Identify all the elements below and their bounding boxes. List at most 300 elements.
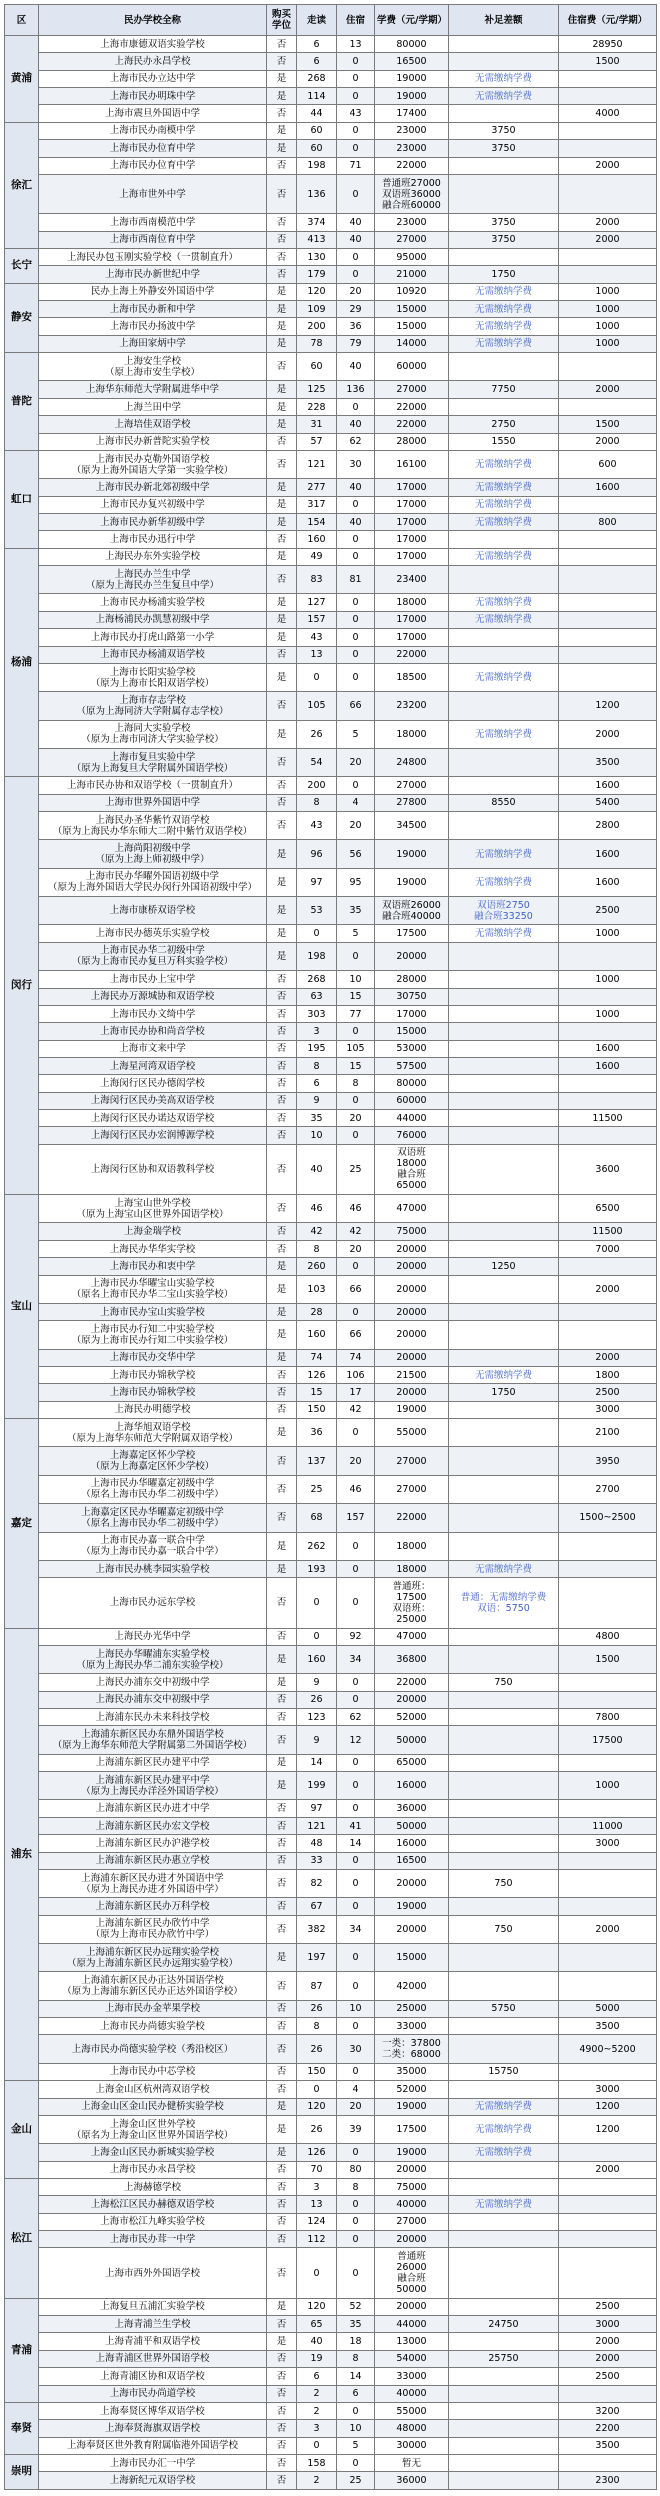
- day-count-cell: 54: [297, 748, 337, 776]
- tuition-cell: 48000: [375, 2420, 449, 2437]
- fee-difference-cell: [449, 2454, 559, 2471]
- fee-difference-cell: [449, 646, 559, 663]
- lodging-fee-cell: [559, 1321, 657, 1349]
- table-row: [5, 692, 657, 720]
- day-count-cell: 63: [297, 988, 337, 1005]
- day-count-cell: 160: [297, 1645, 337, 1673]
- board-count-cell: 0: [337, 1800, 375, 1817]
- fee-difference-cell: [449, 2437, 559, 2454]
- day-count-cell: 2: [297, 2472, 337, 2489]
- district-cell: 杨浦: [5, 548, 39, 777]
- day-count-cell: 9: [297, 1726, 337, 1754]
- lodging-fee-cell: 7000: [559, 1240, 657, 1257]
- day-count-cell: 36: [297, 1419, 337, 1447]
- fee-difference-cell: [449, 1504, 559, 1532]
- fee-difference-cell: [449, 942, 559, 970]
- fee-difference-cell: 无需缴纳学费: [449, 1367, 559, 1384]
- board-count-cell: 43: [337, 105, 375, 122]
- fee-difference-cell: [449, 2472, 559, 2489]
- table-row: [5, 1943, 657, 1971]
- lodging-fee-cell: 11500: [559, 1110, 657, 1127]
- tuition-cell: 20000: [375, 1869, 449, 1897]
- lodging-fee-cell: 1000: [559, 301, 657, 318]
- school-name-cell: 上海闵行区协和双语教科学校: [39, 1144, 267, 1194]
- school-fee-table: [4, 4, 657, 2490]
- school-name-cell: 上海奉贤海旗双语学校: [39, 2420, 267, 2437]
- fee-difference-cell: [449, 1275, 559, 1303]
- fee-difference-cell: 无需缴纳学费: [449, 318, 559, 335]
- fee-difference-cell: [449, 1726, 559, 1754]
- table-row: [5, 1321, 657, 1349]
- buy-seat-cell: 是: [267, 868, 297, 896]
- table-row: [5, 248, 657, 265]
- table-row: [5, 2333, 657, 2350]
- table-row: [5, 971, 657, 988]
- buy-seat-cell: 否: [267, 1447, 297, 1475]
- board-count-cell: 14: [337, 1835, 375, 1852]
- school-name-cell: 上海奉贤区博华双语学校: [39, 2402, 267, 2419]
- tuition-cell: 17000: [375, 479, 449, 496]
- table-row: [5, 1349, 657, 1366]
- table-row: [5, 2248, 657, 2298]
- tuition-cell: 17500: [375, 925, 449, 942]
- buy-seat-cell: 是: [267, 663, 297, 691]
- lodging-fee-cell: 3950: [559, 1447, 657, 1475]
- table-row: [5, 2316, 657, 2333]
- buy-seat-cell: 否: [267, 1240, 297, 1257]
- lodging-fee-cell: 1000: [559, 335, 657, 352]
- table-row: [5, 416, 657, 433]
- school-name-cell: 上海青浦区世界外国语学校: [39, 2350, 267, 2367]
- lodging-fee-cell: 5400: [559, 794, 657, 811]
- table-row: [5, 2213, 657, 2230]
- school-name-cell: 上海市民办迅行中学: [39, 531, 267, 548]
- board-count-cell: 0: [337, 2196, 375, 2213]
- school-name-cell: 上海市民办远东学校: [39, 1578, 267, 1628]
- fee-difference-cell: [449, 748, 559, 776]
- table-row: [5, 1800, 657, 1817]
- fee-difference-cell: [449, 53, 559, 70]
- board-count-cell: 34: [337, 1915, 375, 1943]
- header-fee-difference: 补足差额: [449, 5, 559, 36]
- day-count-cell: 8: [297, 1240, 337, 1257]
- day-count-cell: 33: [297, 1852, 337, 1869]
- tuition-cell: 15000: [375, 1023, 449, 1040]
- buy-seat-cell: 是: [267, 335, 297, 352]
- lodging-fee-cell: [559, 1691, 657, 1708]
- table-row: [5, 1578, 657, 1628]
- board-count-cell: 106: [337, 1367, 375, 1384]
- buy-seat-cell: 否: [267, 248, 297, 265]
- lodging-fee-cell: [559, 1258, 657, 1275]
- fee-difference-cell: 24750: [449, 2316, 559, 2333]
- tuition-cell: 普通班 26000 融合班 50000: [375, 2248, 449, 2298]
- fee-difference-cell: 750: [449, 1915, 559, 1943]
- lodging-fee-cell: [559, 2178, 657, 2195]
- table-row: [5, 1419, 657, 1447]
- table-row: [5, 214, 657, 231]
- tuition-cell: 22000: [375, 398, 449, 415]
- fee-difference-cell: 无需缴纳学费: [449, 479, 559, 496]
- table-row: [5, 1674, 657, 1691]
- buy-seat-cell: 是: [267, 629, 297, 646]
- board-count-cell: 0: [337, 1023, 375, 1040]
- school-name-cell: 上海闵行区民办美高双语学校: [39, 1092, 267, 1109]
- school-name-cell: 上海闵行区民办诺达双语学校: [39, 1110, 267, 1127]
- board-count-cell: 0: [337, 2063, 375, 2080]
- lodging-fee-cell: [559, 140, 657, 157]
- fee-difference-cell: [449, 2248, 559, 2298]
- school-name-cell: 上海市民办复兴初级中学: [39, 496, 267, 513]
- tuition-cell: 23000: [375, 140, 449, 157]
- table-row: [5, 88, 657, 105]
- day-count-cell: 26: [297, 2000, 337, 2017]
- table-row: [5, 2350, 657, 2367]
- day-count-cell: 123: [297, 1709, 337, 1726]
- tuition-cell: 30750: [375, 988, 449, 1005]
- school-name-cell: 上海星河湾双语学校: [39, 1057, 267, 1074]
- buy-seat-cell: 否: [267, 1628, 297, 1645]
- school-name-cell: 上海市民办上宝中学: [39, 971, 267, 988]
- buy-seat-cell: 否: [267, 1005, 297, 1022]
- table-row: [5, 36, 657, 53]
- day-count-cell: 87: [297, 1972, 337, 2000]
- district-cell: 青浦: [5, 2298, 39, 2402]
- day-count-cell: 193: [297, 1560, 337, 1577]
- school-name-cell: 上海民办明德学校: [39, 1401, 267, 1418]
- header-school-name: 民办学校全称: [39, 5, 267, 36]
- tuition-cell: 15000: [375, 1943, 449, 1971]
- fee-difference-cell: 25750: [449, 2350, 559, 2367]
- board-count-cell: 0: [337, 88, 375, 105]
- board-count-cell: 42: [337, 1401, 375, 1418]
- fee-difference-cell: 8550: [449, 794, 559, 811]
- table-row: [5, 2420, 657, 2437]
- buy-seat-cell: 否: [267, 2420, 297, 2437]
- board-count-cell: 13: [337, 36, 375, 53]
- buy-seat-cell: 是: [267, 548, 297, 565]
- district-cell: 奉贤: [5, 2402, 39, 2454]
- lodging-fee-cell: 2000: [559, 1349, 657, 1366]
- lodging-fee-cell: [559, 398, 657, 415]
- fee-difference-cell: 无需缴纳学费: [449, 2196, 559, 2213]
- school-name-cell: 上海市民办文绮中学: [39, 1005, 267, 1022]
- tuition-cell: 17000: [375, 629, 449, 646]
- board-count-cell: 40: [337, 416, 375, 433]
- board-count-cell: 0: [337, 70, 375, 87]
- fee-difference-cell: 无需缴纳学费: [449, 548, 559, 565]
- day-count-cell: 9: [297, 1092, 337, 1109]
- tuition-cell: 18000: [375, 720, 449, 748]
- lodging-fee-cell: 1000: [559, 925, 657, 942]
- buy-seat-cell: 否: [267, 157, 297, 174]
- buy-seat-cell: 否: [267, 450, 297, 478]
- school-name-cell: 上海安生学校 （原上海市安生学校）: [39, 353, 267, 381]
- board-count-cell: 36: [337, 318, 375, 335]
- buy-seat-cell: 否: [267, 2035, 297, 2063]
- table-row: [5, 1645, 657, 1673]
- tuition-cell: 27000: [375, 231, 449, 248]
- table-row: [5, 1852, 657, 1869]
- board-count-cell: 0: [337, 496, 375, 513]
- table-row: [5, 1475, 657, 1503]
- school-name-cell: 上海闵行区民办德闳学校: [39, 1075, 267, 1092]
- board-count-cell: 0: [337, 2402, 375, 2419]
- day-count-cell: 200: [297, 777, 337, 794]
- day-count-cell: 197: [297, 1943, 337, 1971]
- lodging-fee-cell: 4900~5200: [559, 2035, 657, 2063]
- lodging-fee-cell: 11500: [559, 1223, 657, 1240]
- header-lodging-fee: 住宿费（元/学期）: [559, 5, 657, 36]
- lodging-fee-cell: 1600: [559, 1057, 657, 1074]
- day-count-cell: 8: [297, 2018, 337, 2035]
- tuition-cell: 47000: [375, 1195, 449, 1223]
- lodging-fee-cell: 2000: [559, 433, 657, 450]
- school-name-cell: 上海浦东新区民办建平中学 （原为上海民办洋泾外国语学校）: [39, 1772, 267, 1800]
- tuition-cell: 55000: [375, 2402, 449, 2419]
- header-boarding-students: 住宿: [337, 5, 375, 36]
- board-count-cell: 15: [337, 988, 375, 1005]
- fee-difference-cell: [449, 2385, 559, 2402]
- buy-seat-cell: 否: [267, 2454, 297, 2471]
- tuition-cell: 75000: [375, 2178, 449, 2195]
- day-count-cell: 0: [297, 1628, 337, 1645]
- school-name-cell: 上海民办圣华紫竹双语学校 （原为上海民办华东师大二附中紫竹双语学校）: [39, 812, 267, 840]
- fee-difference-cell: [449, 1401, 559, 1418]
- school-name-cell: 上海市民办交华中学: [39, 1349, 267, 1366]
- fee-difference-cell: [449, 1092, 559, 1109]
- tuition-cell: 18000: [375, 1532, 449, 1560]
- board-count-cell: 79: [337, 335, 375, 352]
- lodging-fee-cell: 2200: [559, 2420, 657, 2437]
- fee-difference-cell: [449, 2368, 559, 2385]
- lodging-fee-cell: 3200: [559, 2402, 657, 2419]
- lodging-fee-cell: 2500: [559, 1384, 657, 1401]
- school-name-cell: 上海市西外外国语学校: [39, 2248, 267, 2298]
- day-count-cell: 49: [297, 548, 337, 565]
- day-count-cell: 13: [297, 646, 337, 663]
- fee-difference-cell: [449, 1005, 559, 1022]
- buy-seat-cell: 是: [267, 2298, 297, 2315]
- fee-difference-cell: [449, 248, 559, 265]
- fee-difference-cell: 7750: [449, 381, 559, 398]
- day-count-cell: 97: [297, 868, 337, 896]
- table-row: [5, 1275, 657, 1303]
- board-count-cell: 20: [337, 1240, 375, 1257]
- board-count-cell: 0: [337, 1972, 375, 2000]
- school-name-cell: 上海市民办中芯学校: [39, 2063, 267, 2080]
- day-count-cell: 125: [297, 381, 337, 398]
- lodging-fee-cell: 2500: [559, 2298, 657, 2315]
- tuition-cell: 57500: [375, 1057, 449, 1074]
- school-name-cell: 上海闵行区民办宏润博源学校: [39, 1127, 267, 1144]
- lodging-fee-cell: 1200: [559, 692, 657, 720]
- tuition-cell: 52000: [375, 1709, 449, 1726]
- tuition-cell: 16500: [375, 1852, 449, 1869]
- lodging-fee-cell: [559, 646, 657, 663]
- day-count-cell: 6: [297, 53, 337, 70]
- fee-difference-cell: 无需缴纳学费: [449, 663, 559, 691]
- lodging-fee-cell: [559, 2231, 657, 2248]
- buy-seat-cell: 否: [267, 1504, 297, 1532]
- tuition-cell: 16100: [375, 450, 449, 478]
- day-count-cell: 68: [297, 1504, 337, 1532]
- day-count-cell: 260: [297, 1258, 337, 1275]
- tuition-cell: 19000: [375, 1898, 449, 1915]
- board-count-cell: 20: [337, 1110, 375, 1127]
- lodging-fee-cell: [559, 88, 657, 105]
- table-header-row: [5, 5, 657, 36]
- board-count-cell: 0: [337, 2248, 375, 2298]
- lodging-fee-cell: [559, 248, 657, 265]
- fee-difference-cell: [449, 1040, 559, 1057]
- fee-difference-cell: [449, 1835, 559, 1852]
- board-count-cell: 0: [337, 1560, 375, 1577]
- tuition-cell: 17000: [375, 1005, 449, 1022]
- tuition-cell: 28000: [375, 433, 449, 450]
- fee-difference-cell: 无需缴纳学费: [449, 2098, 559, 2115]
- tuition-cell: 18000: [375, 594, 449, 611]
- fee-difference-cell: [449, 1817, 559, 1834]
- tuition-cell: 普通班： 17500 双语班： 25000: [375, 1578, 449, 1628]
- lodging-fee-cell: 2500: [559, 897, 657, 925]
- day-count-cell: 43: [297, 812, 337, 840]
- buy-seat-cell: 否: [267, 36, 297, 53]
- lodging-fee-cell: 2000: [559, 157, 657, 174]
- school-name-cell: 上海市民办行知二中实验学校 （原为上海市民办行知二中实验学校）: [39, 1321, 267, 1349]
- buy-seat-cell: 否: [267, 1817, 297, 1834]
- board-count-cell: 56: [337, 840, 375, 868]
- fee-difference-cell: [449, 1447, 559, 1475]
- lodging-fee-cell: [559, 1303, 657, 1320]
- table-row: [5, 398, 657, 415]
- fee-difference-cell: 3750: [449, 122, 559, 139]
- buy-seat-cell: 是: [267, 1645, 297, 1673]
- buy-seat-cell: 是: [267, 381, 297, 398]
- board-count-cell: 0: [337, 53, 375, 70]
- school-name-cell: 上海市民办永昌学校: [39, 2161, 267, 2178]
- day-count-cell: 105: [297, 692, 337, 720]
- table-row: [5, 1709, 657, 1726]
- district-cell: 崇明: [5, 2454, 39, 2489]
- fee-difference-cell: [449, 36, 559, 53]
- day-count-cell: 150: [297, 1401, 337, 1418]
- fee-difference-cell: 750: [449, 1869, 559, 1897]
- lodging-fee-cell: [559, 266, 657, 283]
- buy-seat-cell: 否: [267, 2316, 297, 2333]
- table-row: [5, 174, 657, 213]
- lodging-fee-cell: 11000: [559, 1817, 657, 1834]
- day-count-cell: 112: [297, 2231, 337, 2248]
- fee-difference-cell: [449, 1645, 559, 1673]
- table-row: [5, 2081, 657, 2098]
- table-row: [5, 2437, 657, 2454]
- lodging-fee-cell: 3500: [559, 2437, 657, 2454]
- day-count-cell: 26: [297, 720, 337, 748]
- tuition-cell: 20000: [375, 1691, 449, 1708]
- board-count-cell: 8: [337, 2350, 375, 2367]
- school-name-cell: 上海市民办桃李园实验学校: [39, 1560, 267, 1577]
- tuition-cell: 17400: [375, 105, 449, 122]
- lodging-fee-cell: [559, 496, 657, 513]
- day-count-cell: 42: [297, 1223, 337, 1240]
- fee-difference-cell: 1750: [449, 266, 559, 283]
- tuition-cell: 23200: [375, 692, 449, 720]
- lodging-fee-cell: [559, 1674, 657, 1691]
- tuition-cell: 55000: [375, 1419, 449, 1447]
- header-tuition: 学费（元/学期）: [375, 5, 449, 36]
- fee-difference-cell: 无需缴纳学费: [449, 720, 559, 748]
- fee-difference-cell: [449, 1772, 559, 1800]
- tuition-cell: 23000: [375, 122, 449, 139]
- tuition-cell: 20000: [375, 2161, 449, 2178]
- day-count-cell: 82: [297, 1869, 337, 1897]
- buy-seat-cell: 否: [267, 2437, 297, 2454]
- tuition-cell: 18000: [375, 1560, 449, 1577]
- table-row: [5, 1560, 657, 1577]
- tuition-cell: 36800: [375, 1645, 449, 1673]
- tuition-cell: 44000: [375, 1110, 449, 1127]
- day-count-cell: 2: [297, 2402, 337, 2419]
- district-cell: 黄浦: [5, 36, 39, 123]
- day-count-cell: 317: [297, 496, 337, 513]
- board-count-cell: 0: [337, 646, 375, 663]
- lodging-fee-cell: [559, 2063, 657, 2080]
- fee-difference-cell: [449, 2161, 559, 2178]
- fee-difference-cell: 无需缴纳学费: [449, 335, 559, 352]
- header-day-students: 走读: [297, 5, 337, 36]
- board-count-cell: 0: [337, 611, 375, 628]
- school-name-cell: 上海浦东新区民办远翔实验学校 （原为上海浦东新区民办远翔实验学校）: [39, 1943, 267, 1971]
- fee-difference-cell: 无需缴纳学费: [449, 925, 559, 942]
- lodging-fee-cell: 2000: [559, 231, 657, 248]
- fee-difference-cell: 3750: [449, 231, 559, 248]
- buy-seat-cell: 否: [267, 566, 297, 594]
- lodging-fee-cell: 1600: [559, 840, 657, 868]
- tuition-cell: 17500: [375, 2115, 449, 2143]
- tuition-cell: 33000: [375, 2018, 449, 2035]
- table-row: [5, 1835, 657, 1852]
- lodging-fee-cell: 2000: [559, 2161, 657, 2178]
- lodging-fee-cell: [559, 1754, 657, 1771]
- school-name-cell: 上海市民办新和中学: [39, 301, 267, 318]
- table-row: [5, 1504, 657, 1532]
- buy-seat-cell: 是: [267, 1943, 297, 1971]
- board-count-cell: 10: [337, 2000, 375, 2017]
- buy-seat-cell: 是: [267, 942, 297, 970]
- school-name-cell: 上海市民办新世纪中学: [39, 266, 267, 283]
- table-row: [5, 53, 657, 70]
- tuition-cell: 40000: [375, 2196, 449, 2213]
- tuition-cell: 34500: [375, 812, 449, 840]
- day-count-cell: 15: [297, 1384, 337, 1401]
- school-name-cell: 上海尚阳初级中学 （原为上海上师初级中学）: [39, 840, 267, 868]
- fee-difference-cell: [449, 1628, 559, 1645]
- board-count-cell: 40: [337, 231, 375, 248]
- lodging-fee-cell: [559, 663, 657, 691]
- day-count-cell: 6: [297, 2368, 337, 2385]
- day-count-cell: 157: [297, 611, 337, 628]
- table-row: [5, 1447, 657, 1475]
- lodging-fee-cell: [559, 1578, 657, 1628]
- fee-difference-cell: [449, 812, 559, 840]
- fee-difference-cell: [449, 1419, 559, 1447]
- table-row: [5, 566, 657, 594]
- board-count-cell: 66: [337, 692, 375, 720]
- lodging-fee-cell: 3000: [559, 1835, 657, 1852]
- school-name-cell: 上海市民办华曜宝山实验学校 （原名上海市民办华二宝山实验学校）: [39, 1275, 267, 1303]
- buy-seat-cell: 否: [267, 1835, 297, 1852]
